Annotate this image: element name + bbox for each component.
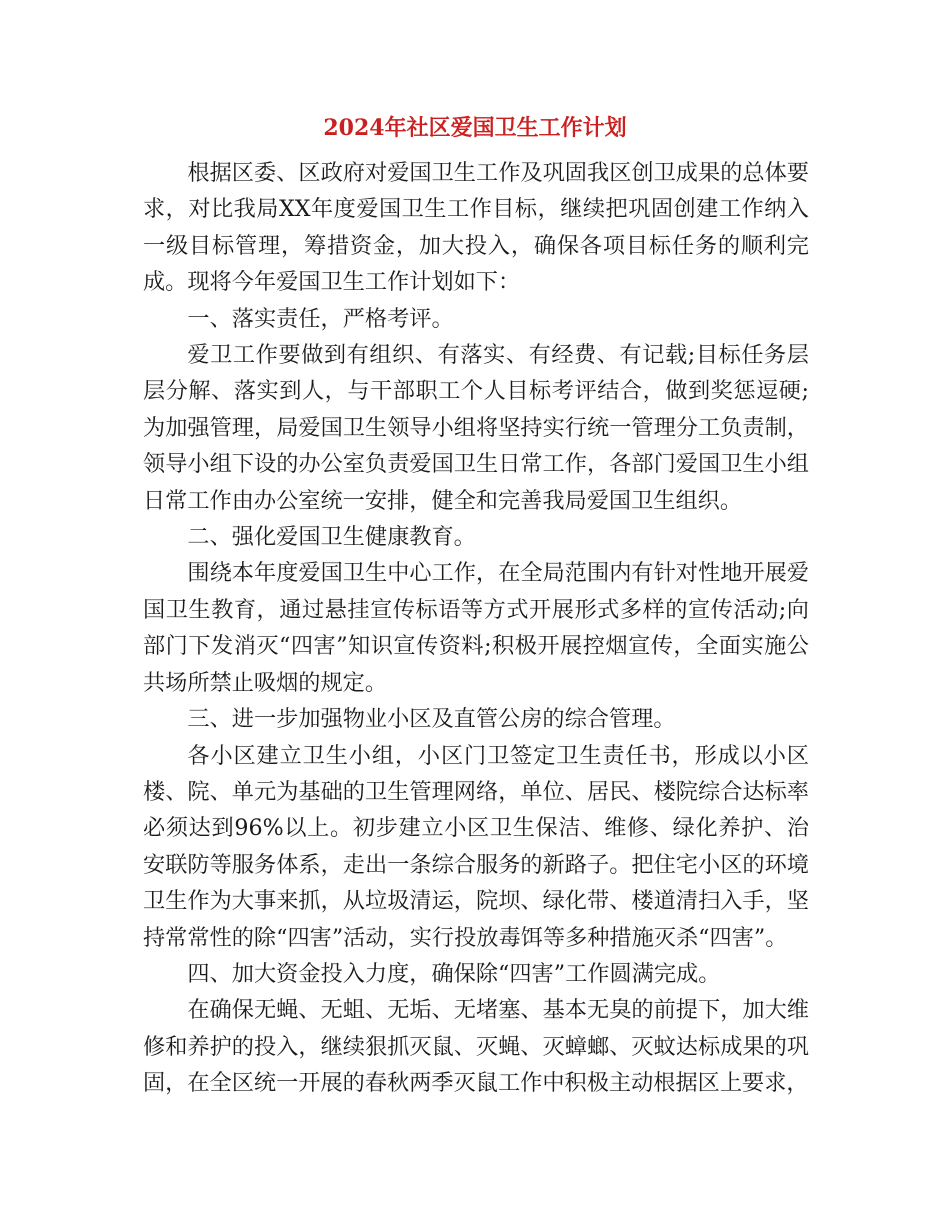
document-body bbox=[143, 155, 809, 1102]
paragraph-section-3: 各小区建立卫生小组，小区门卫签定卫生责任书，形成以小区楼、院、单元为基础的卫生管理网络，单位、居民、楼院综合达标率必须达到96%以上。初步建立小区卫生保洁、维修、绿化养护、治安联防等服务体系，走出一条综合服务的新路子。把住宅小区的环境卫生作为大事来抓，从垃圾清运，院坝、绿化带、楼道清扫入手，坚持常常性的除“四害”活动，实行投放毒饵等多种措施灭杀“四害”。 bbox=[143, 742, 809, 951]
section-heading-3: 三、进一步加强物业小区及直管公房的综合管理。 bbox=[187, 706, 676, 733]
paragraph-section-4: 在确保无蝇、无蛆、无垢、无堵塞、基本无臭的前提下，加大维修和养护的投入，继续狠抓灭鼠、灭蝇、灭蟑螂、灭蚊达标成果的巩固，在全区统一开展的春秋两季灭鼠工作中积极主动根据区上要求， bbox=[143, 997, 809, 1097]
paragraph-section-2: 围绕本年度爱国卫生中心工作，在全局范围内有针对性地开展爱国卫生教育，通过悬挂宣传标语等方式开展形式多样的宣传活动;向部门下发消灭“四害”知识宣传资料;积极开展控烟宣传，全面实施公共场所禁止吸烟的规定。 bbox=[143, 560, 809, 696]
section-heading-2: 二、强化爱国卫生健康教育。 bbox=[187, 524, 476, 551]
paragraph-section-1: 爱卫工作要做到有组织、有落实、有经费、有记载;目标任务层层分解、落实到人，与干部职工个人目标考评结合，做到奖惩逗硬;为加强管理，局爱国卫生领导小组将坚持实行统一管理分工负责制，领导小组下设的办公室负责爱国卫生日常工作，各部门爱国卫生小组日常工作由办公室统一安排，健全和完善我局爱国卫生组织。 bbox=[143, 342, 809, 514]
section-heading-1: 一、落实责任，严格考评。 bbox=[187, 305, 454, 332]
section-heading-4: 四、加大资金投入力度，确保除“四害”工作圆满完成。 bbox=[187, 960, 721, 987]
paragraph-intro: 根据区委、区政府对爱国卫生工作及巩固我区创卫成果的总体要求，对比我局XX年度爱国卫生工作目标，继续把巩固创建工作纳入一级目标管理，筹措资金，加大投入，确保各项目标任务的顺利完成。现将今年爱国卫生工作计划如下： bbox=[143, 160, 809, 296]
document-title: 2024年社区爱国卫生工作计划 bbox=[323, 115, 627, 141]
